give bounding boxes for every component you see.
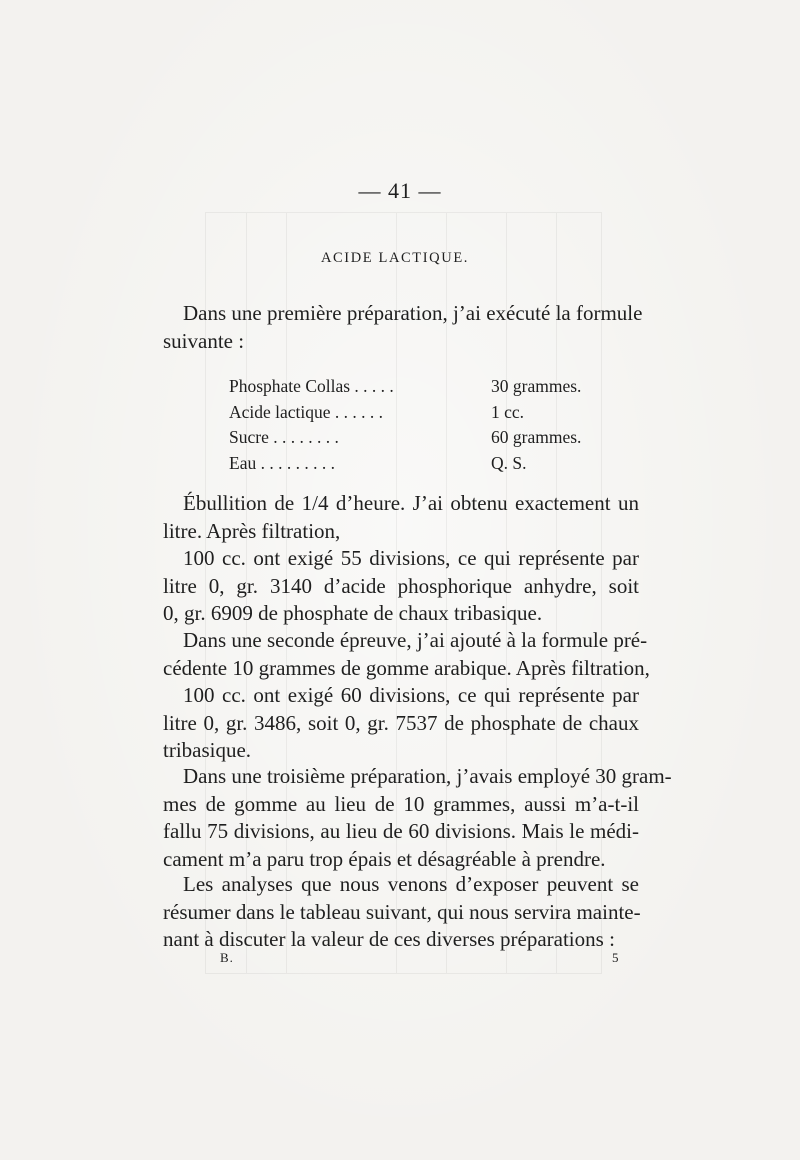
ingredient-name: Eau . . . . . . . . . <box>229 452 335 473</box>
formula-row <box>229 425 609 451</box>
section-title: ACIDE LACTIQUE. <box>320 250 470 266</box>
text-line: suivante : <box>163 328 245 353</box>
text-line: Dans une troisième préparation, j’avais employé 30 gram- <box>183 764 672 788</box>
ingredient-name: Phosphate Collas . . . . . <box>229 376 394 396</box>
formula-row <box>229 374 609 400</box>
text-line: litre. Après filtration, <box>163 518 341 543</box>
text-line: Les analyses que nous venons d’exposer peuvent se <box>183 872 639 896</box>
paragraph-boiling <box>163 490 639 545</box>
text-line: 100 cc. ont exigé 60 divisions, ce qui représente par <box>183 683 639 707</box>
text-line: cédente 10 grammes de gomme arabique. Après filtration, <box>163 655 650 680</box>
text-line: fallu 75 divisions, au lieu de 60 divisions. Mais le médi- <box>163 819 639 844</box>
ingredient-quantity: 30 grammes. <box>491 376 582 396</box>
paragraph-second-test <box>163 627 650 682</box>
text-line: mes de gomme au lieu de 10 grammes, aussi m’a-t-il <box>163 791 639 816</box>
text-line: nant à discuter la valeur de ces diverses préparations : <box>163 927 615 952</box>
text-line: Dans une première préparation, j’ai exécuté la formule <box>183 301 643 325</box>
text-line: Dans une seconde épreuve, j’ai ajouté à la formule pré- <box>183 628 648 652</box>
text-line: résumer dans le tableau suivant, qui nous servira mainte- <box>163 899 641 924</box>
paragraph-first-result <box>163 545 639 628</box>
text-line: litre 0, gr. 3140 d’acide phosphorique anhydre, soit <box>163 573 639 598</box>
ingredient-quantity: Q. S. <box>491 452 527 473</box>
paragraph-third-preparation <box>163 763 672 873</box>
ingredient-name: Acide lactique . . . . . . <box>229 401 384 422</box>
text-line: 100 cc. ont exigé 55 divisions, ce qui représente par <box>183 546 639 570</box>
text-line: tribasique. <box>163 738 252 763</box>
text-line: litre 0, gr. 3486, soit 0, gr. 7537 de phosphate de chaux <box>163 710 639 735</box>
page-number: — 41 — <box>358 178 442 203</box>
text-line: Ébullition de 1/4 d’heure. J’ai obtenu exactement un <box>183 491 639 515</box>
formula-row <box>229 451 609 477</box>
formula-list <box>229 374 609 476</box>
ingredient-name: Sucre . . . . . . . . <box>229 427 339 447</box>
signature-mark-left: B. <box>220 950 234 965</box>
text-line: 0, gr. 6909 de phosphate de chaux tribasique. <box>163 601 543 626</box>
formula-row <box>229 400 609 426</box>
paragraph-second-result <box>163 682 639 765</box>
intro-paragraph <box>163 300 643 355</box>
ingredient-quantity: 1 cc. <box>491 401 525 422</box>
text-line: cament m’a paru trop épais et désagréable à prendre. <box>163 846 606 871</box>
ingredient-quantity: 60 grammes. <box>491 427 582 447</box>
paragraph-summary <box>163 871 639 954</box>
signature-mark-right: 5 <box>612 950 620 965</box>
